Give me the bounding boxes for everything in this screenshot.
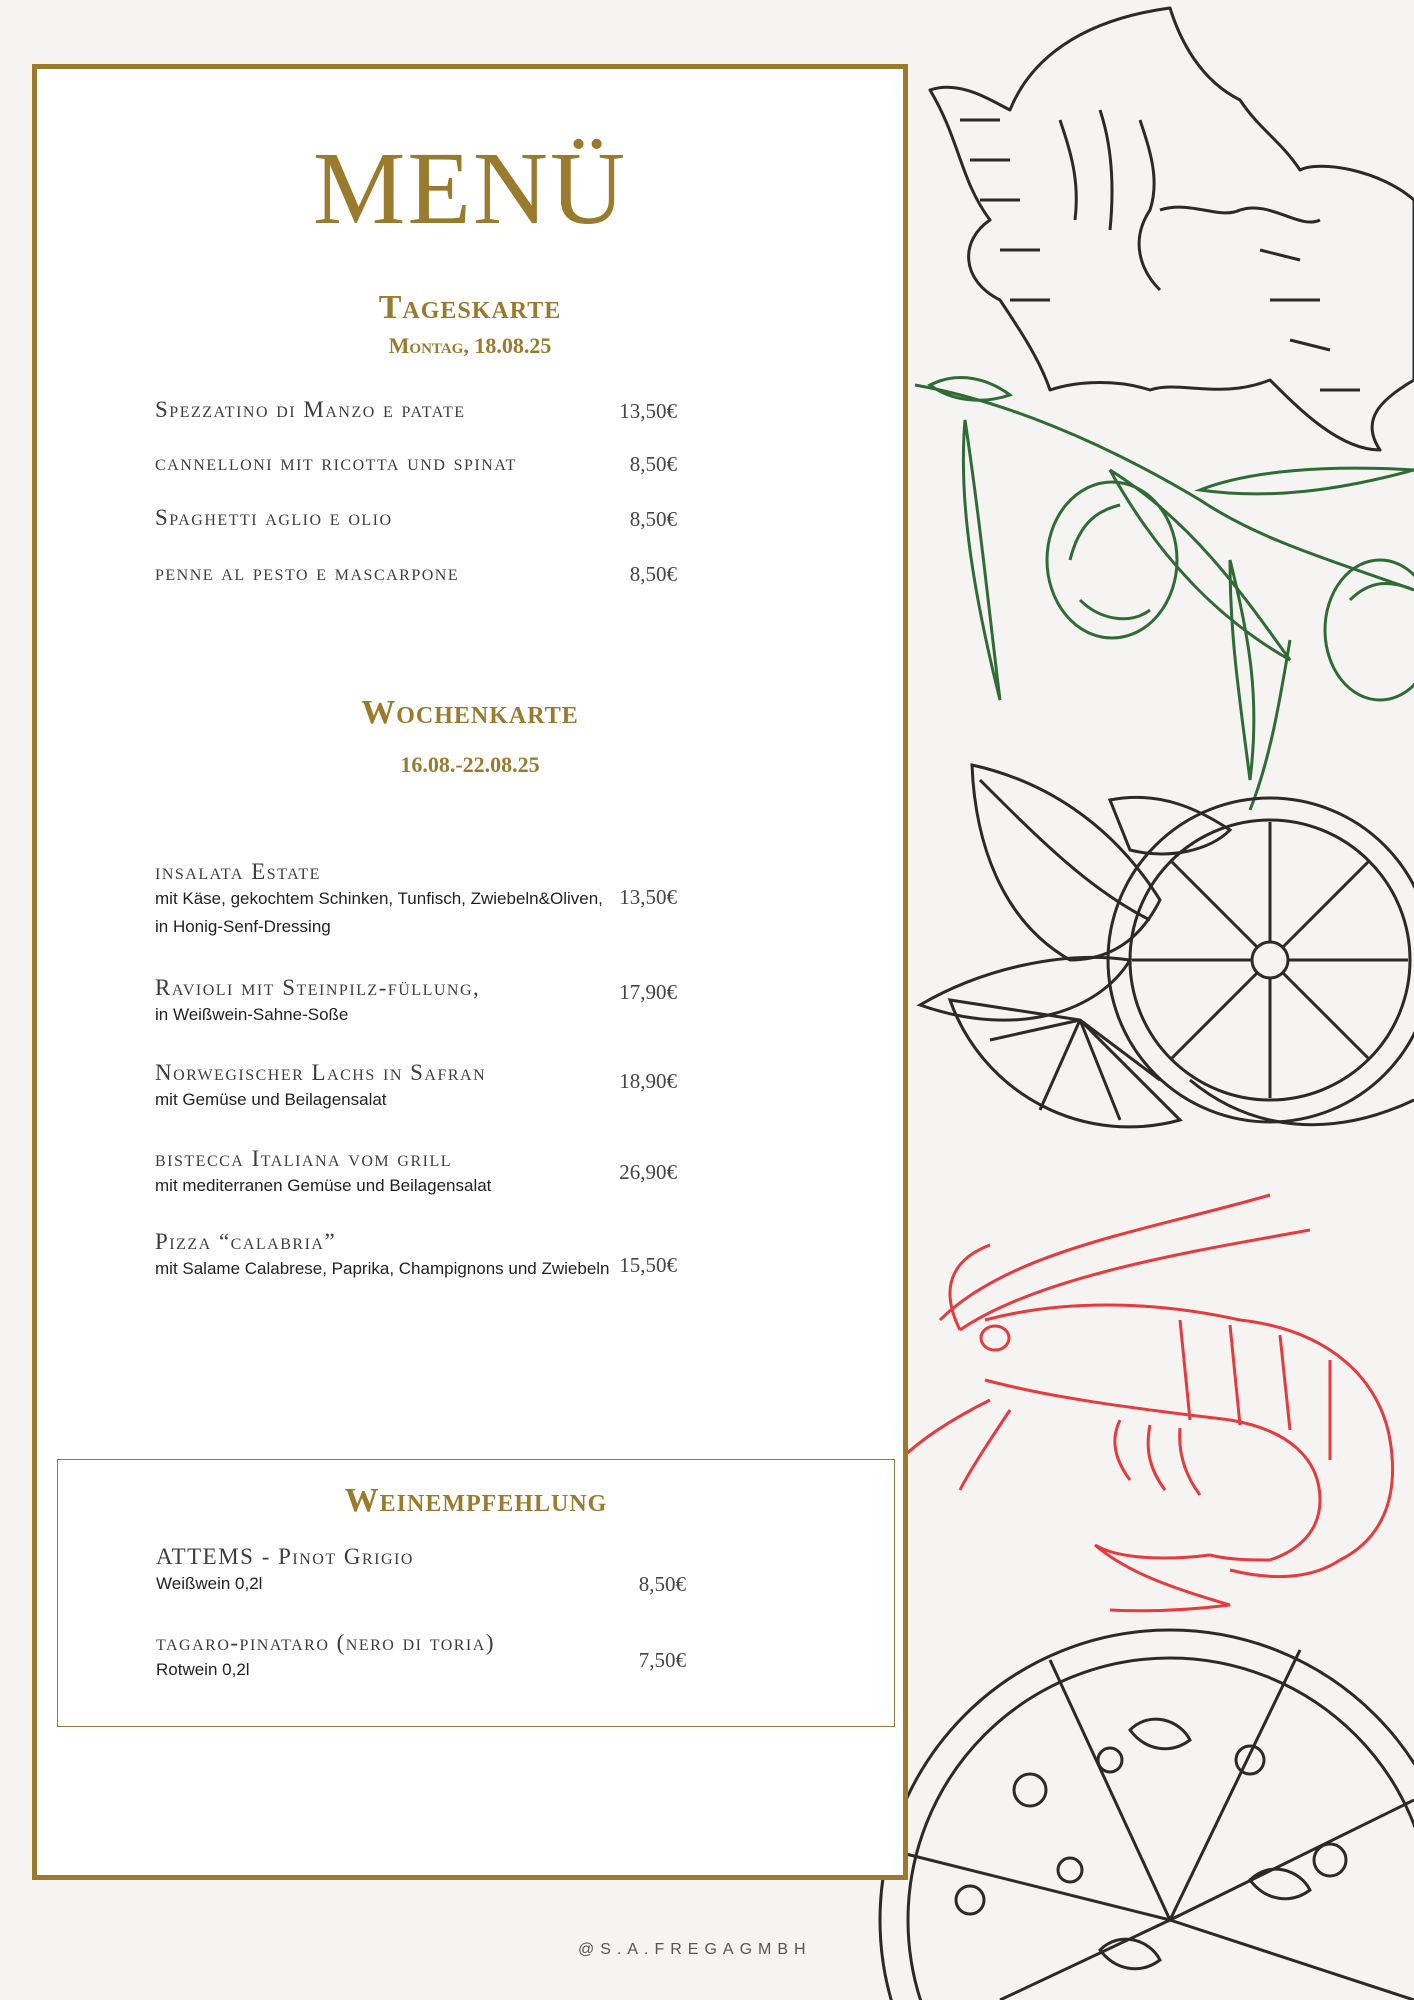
menu-card (32, 64, 908, 1880)
farfalle-pasta-icon (930, 8, 1414, 450)
wine-recommendation-box (57, 1459, 895, 1727)
list-item (155, 1060, 835, 1114)
item-name: Spaghetti aglio e olio (155, 505, 393, 530)
item-description: in Weißwein-Sahne-Soße (155, 1005, 349, 1024)
list-item (155, 505, 835, 531)
shrimp-icon (900, 1195, 1393, 1611)
item-description: Weißwein 0,2l (156, 1574, 263, 1593)
item-price: 8,50€ (629, 562, 677, 586)
item-name: ATTEMS - Pinot Grigio (156, 1544, 414, 1569)
item-name: bistecca Italiana vom grill (155, 1146, 453, 1171)
list-item (155, 859, 835, 941)
list-item (155, 450, 835, 476)
olive-branch-icon (915, 378, 1414, 810)
page-title: MENÜ (312, 131, 628, 246)
item-name: cannelloni mit ricotta und spinat (155, 450, 517, 475)
item-price: 8,50€ (638, 1572, 686, 1596)
item-name: penne al pesto e mascarpone (155, 560, 460, 585)
item-price: 13,50€ (619, 885, 677, 909)
item-description: mit Salame Calabrese, Paprika, Champignons und Zwiebeln (155, 1259, 610, 1278)
footer-handle: @S.A.FREGAGMBH (578, 1941, 812, 1958)
item-name: Ravioli mit Steinpilz-füllung, (155, 975, 481, 1000)
item-price: 17,90€ (619, 980, 677, 1004)
item-price: 18,90€ (619, 1069, 677, 1093)
wochenkarte-heading: Wochenkarte (361, 694, 579, 731)
lemon-basil-icon (920, 765, 1414, 1127)
item-name: Pizza “calabria” (155, 1229, 337, 1254)
item-name: insalata Estate (155, 859, 321, 884)
list-item (156, 1630, 836, 1684)
item-price: 15,50€ (619, 1253, 677, 1277)
item-description: mit mediterranen Gemüse und Beilagensalat (155, 1176, 492, 1195)
list-item (155, 1229, 835, 1283)
item-name: Spezzatino di Manzo e patate (155, 397, 466, 422)
item-name: tagaro-pinataro (nero di toria) (156, 1630, 495, 1655)
list-item (155, 1146, 835, 1200)
list-item (155, 560, 835, 586)
item-description: in Honig-Senf-Dressing (155, 917, 331, 936)
item-name: Norwegischer Lachs in Safran (155, 1060, 487, 1085)
item-price: 8,50€ (629, 507, 677, 531)
tageskarte-heading: Tageskarte (378, 289, 562, 326)
item-price: 7,50€ (638, 1648, 686, 1672)
wochenkarte-date: 16.08.-22.08.25 (400, 752, 540, 777)
weinempfehlung-heading: Weinempfehlung (344, 1482, 608, 1519)
list-item (155, 397, 835, 423)
pizza-icon (880, 1630, 1414, 2000)
item-price: 26,90€ (619, 1160, 677, 1184)
list-item (155, 975, 835, 1029)
list-item (156, 1544, 836, 1598)
item-price: 13,50€ (619, 399, 677, 423)
item-description: mit Gemüse und Beilagensalat (155, 1090, 387, 1109)
item-description: Rotwein 0,2l (156, 1660, 250, 1679)
tageskarte-date: Montag, 18.08.25 (388, 333, 552, 358)
item-description: mit Käse, gekochtem Schinken, Tunfisch, Zwiebeln&Oliven, (155, 889, 603, 908)
item-price: 8,50€ (629, 452, 677, 476)
